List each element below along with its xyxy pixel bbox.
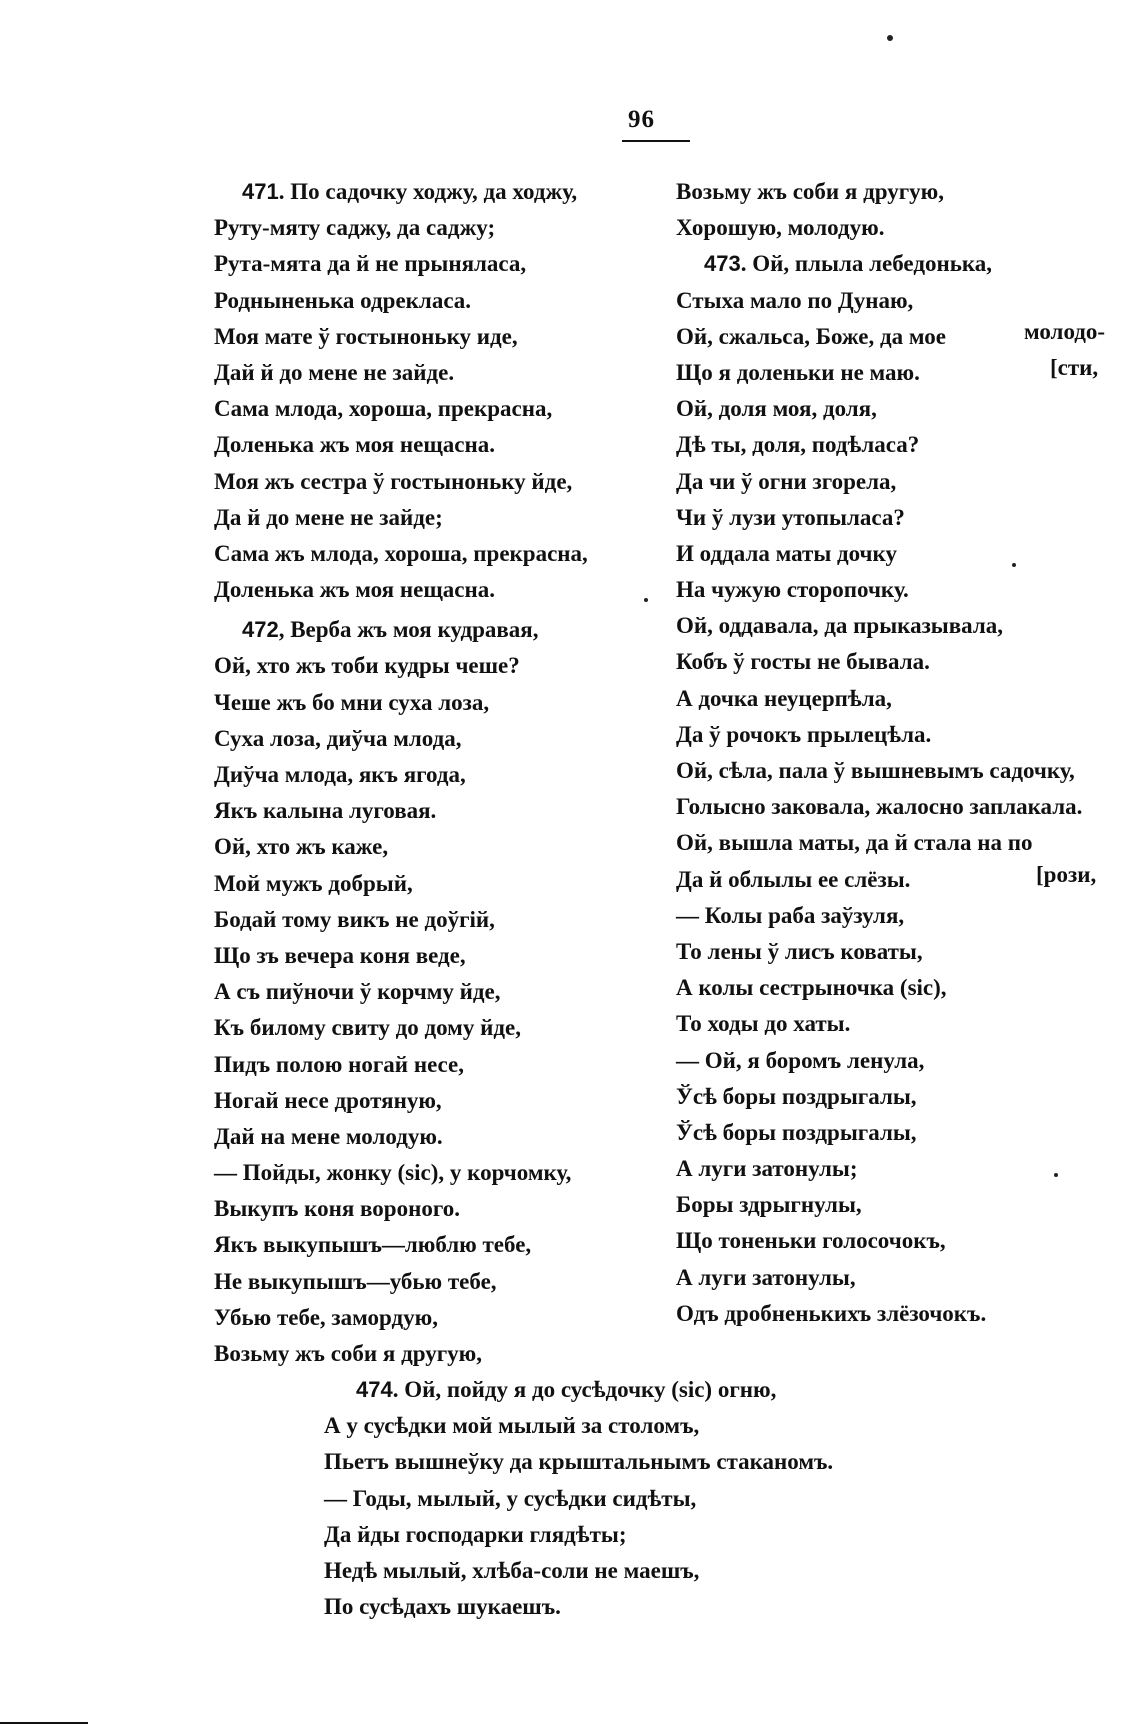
verse-line: Да ў рочокъ прылецѣла. [676, 721, 932, 747]
verse-line: Бодай тому викъ не доўгій, [214, 906, 495, 932]
verse-line: Диўча млода, якъ ягода, [214, 762, 466, 787]
verse-line: Моя жъ сестра ў гостыноньку йде, [214, 468, 573, 494]
verse-line: А дочка неуцерпѣла, [676, 685, 892, 711]
verse-line: Руту-мяту саджу, да саджу; [214, 215, 496, 241]
verse-line: Що зъ вечера коня веде, [214, 942, 466, 968]
verse-line: Що я доленьки не маю. [676, 359, 920, 385]
verse-text: . [278, 179, 291, 204]
verse-line: Да й до мене не зайде; [214, 504, 443, 530]
verse-line: Ўсѣ боры поздрыгалы, [676, 1119, 917, 1145]
verse-line: Да чи ў огни згорела, [676, 468, 897, 494]
verse-line: Доленька жъ моя нещасна. [214, 432, 495, 458]
page-number-rule [622, 140, 690, 142]
verse-line: Моя мате ў гостыноньку иде, [214, 323, 518, 349]
speck-mark [887, 35, 893, 41]
bottom-section [324, 1372, 976, 1625]
page-number: 96 [628, 106, 655, 133]
right-column [676, 174, 1116, 1332]
verse-line: Чеше жъ бо мни суха лоза, [214, 689, 490, 715]
song-number: 472 [242, 617, 279, 643]
verse-line: Голысно заковала, жалосно заплакала. [676, 794, 1083, 820]
verse-text: . Ой, пойду я до сусѣдочку (sic) огню, [392, 1377, 777, 1402]
verse-line: Якъ выкупышъ—люблю тебе, [214, 1232, 532, 1258]
verse-line: По сусѣдахъ шукаешъ. [324, 1594, 561, 1620]
verse-line: А у сусѣдки мой мылый за столомъ, [324, 1413, 700, 1439]
song-473-first-line [676, 246, 1116, 282]
verse-line: Хорошую, молодую. [676, 215, 885, 241]
song-number: 474 [356, 1377, 393, 1402]
overflow-fragment: [сти, [1050, 355, 1099, 380]
verse-line: То лены ў лисъ коваты, [676, 938, 923, 964]
verse-line: Боры здрыгнулы, [676, 1192, 862, 1218]
verse-line: Убью тебе, замордую, [214, 1304, 438, 1330]
verse-line: Родныненька одрекласа. [214, 287, 472, 313]
verse-line: Дай на мене молодую. [214, 1123, 443, 1149]
verse-line: На чужую сторопочку. [676, 577, 909, 603]
verse-line: Дай й до мене не зайде. [214, 359, 455, 385]
verse-line: Дѣ ты, доля, подѣласа? [676, 432, 920, 458]
verse-line: То ходы до хаты. [676, 1011, 851, 1037]
verse-line: А луги затонулы, [676, 1264, 856, 1290]
verse-line: — Годы, мылый, у сусѣдки сидѣты, [324, 1485, 697, 1511]
verse-text: По садочку ходжу, да ходжу, [290, 179, 578, 204]
verse-line: — Колы раба заўзуля, [676, 902, 905, 928]
verse-text: , Верба жъ моя кудравая, [278, 617, 539, 643]
verse-line: Пидъ полою ногай несе, [214, 1051, 465, 1077]
song-number: 473 [704, 251, 741, 277]
song-number: 471 [242, 179, 279, 204]
verse-line: — Ой, я боромъ ленула, [676, 1047, 925, 1073]
overflow-fragment: молодо- [1024, 319, 1106, 344]
verse-line: Доленька жъ моя нещасна. [214, 577, 495, 603]
verse-line: Ой, хто жъ каже, [214, 834, 389, 860]
song-471-first-line [214, 174, 654, 210]
verse-line: Сама жъ млода, хороша, прекрасна, [214, 540, 588, 566]
verse-line: И оддала маты дочку [676, 540, 897, 566]
verse-line: Да йды господарки глядѣты; [324, 1521, 627, 1547]
verse-line: Недѣ мылый, хлѣба-соли не маешъ, [324, 1557, 700, 1583]
verse-line: Къ билому свиту до дому йде, [214, 1015, 521, 1041]
verse-line: Не выкупышъ—убью тебе, [214, 1268, 497, 1294]
verse-line: Возьму жъ соби я другую, [214, 1341, 482, 1366]
verse-line: Возьму жъ соби я другую, [676, 179, 944, 204]
verse-line: Рута-мята да й не прыняласа, [214, 251, 527, 277]
overflow-fragment: [рози, [1036, 862, 1097, 887]
verse-line: Пьетъ вышнеўку да крыштальнымъ стаканомъ. [324, 1449, 834, 1475]
verse-line: Ўсѣ боры поздрыгалы, [676, 1083, 917, 1109]
verse-line: А луги затонулы; [676, 1156, 858, 1182]
verse-line: Сама млода, хороша, прекрасна, [214, 396, 553, 422]
verse-line: Ой, хто жъ тоби кудры чеше? [214, 653, 520, 679]
verse-line: Стыха мало по Дунаю, [676, 287, 914, 313]
left-column [214, 174, 654, 1372]
verse-line: Суха лоза, диўча млода, [214, 725, 462, 751]
verse-line: Чи ў лузи утопыласа? [676, 504, 905, 530]
song-474-first-line [356, 1372, 976, 1408]
verse-line: Мой мужъ добрый, [214, 870, 413, 896]
song-472-first-line [214, 612, 654, 648]
verse-line: Выкупъ коня вороного. [214, 1196, 460, 1222]
footer-rule [0, 1722, 88, 1724]
verse-line: — Пойды, жонку (sic), у корчомку, [214, 1160, 572, 1186]
verse-line: Ногай несе дротяную, [214, 1087, 442, 1113]
verse-line: Що тоненьки голосочокъ, [676, 1228, 946, 1254]
verse-line: А съ пиўночи ў корчму йде, [214, 979, 501, 1005]
verse-text: . Ой, плыла лебедонька, [740, 251, 993, 277]
verse-line: Ой, сжальса, Боже, да мое [676, 323, 946, 349]
verse-line: Ой, оддавала, да прыказывала, [676, 613, 1004, 639]
verse-line: Ой, сѣла, пала ў вышневымъ садочку, [676, 758, 1075, 783]
verse-line: А колы сестрыночка (sic), [676, 975, 947, 1001]
verse-line: Да й облылы ее слёзы. [676, 866, 911, 892]
verse-line: Ой, вышла маты, да й стала на по [676, 830, 1033, 856]
verse-line: Одъ дробненькихъ злёзочокъ. [676, 1300, 987, 1326]
verse-line: Ой, доля моя, доля, [676, 396, 877, 422]
verse-line: Якъ калына луговая. [214, 798, 437, 824]
verse-line: Кобъ ў госты не бывала. [676, 649, 930, 675]
